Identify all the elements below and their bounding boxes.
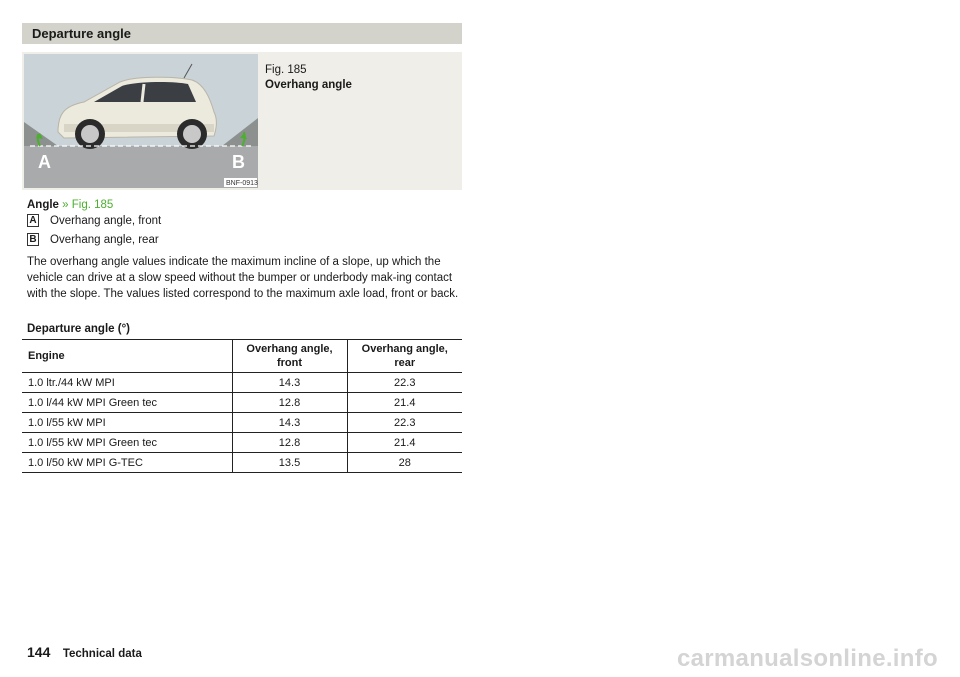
watermark: carmanualsonline.info <box>676 645 938 672</box>
cell-front: 14.3 <box>232 373 347 393</box>
legend-text-a: Overhang angle, front <box>50 215 162 227</box>
page-footer <box>27 644 142 662</box>
legend-letter-b: B <box>27 233 39 246</box>
figure-code: BNF-0913 <box>226 180 258 187</box>
page-number: 144 <box>27 644 51 660</box>
chapter-title: Technical data <box>62 648 142 660</box>
legend-item-b <box>27 233 159 247</box>
marker-a: A <box>38 152 51 172</box>
header-rear: Overhang angle, rear <box>347 340 462 373</box>
table-row <box>22 373 462 393</box>
angle-label: Angle <box>27 199 59 211</box>
cell-rear: 22.3 <box>347 373 462 393</box>
header-front: Overhang angle, front <box>232 340 347 373</box>
table-row <box>22 433 462 453</box>
cell-front: 13.5 <box>232 453 347 473</box>
table-title: Departure angle (°) <box>27 323 131 335</box>
legend-letter-a: A <box>27 214 39 227</box>
figure-label: Fig. 185 <box>265 64 307 76</box>
table-row <box>22 393 462 413</box>
cell-engine: 1.0 l/50 kW MPI G-TEC <box>22 453 232 473</box>
cell-engine: 1.0 l/55 kW MPI <box>22 413 232 433</box>
table-row <box>22 453 462 473</box>
legend-text-b: Overhang angle, rear <box>50 234 159 246</box>
description-paragraph: The overhang angle values indicate the maximum incline of a slope, up which the vehicle can drive at a slow speed without the bumper or underbody mak-ing contact with the slope. The values listed correspond to the maximum axle load, front or back. <box>27 256 459 300</box>
cell-rear: 28 <box>347 453 462 473</box>
table-row <box>22 413 462 433</box>
angle-heading <box>27 199 113 211</box>
cell-front: 14.3 <box>232 413 347 433</box>
table-header-row <box>22 340 462 373</box>
cell-engine: 1.0 ltr./44 kW MPI <box>22 373 232 393</box>
cell-engine: 1.0 l/55 kW MPI Green tec <box>22 433 232 453</box>
cell-front: 12.8 <box>232 393 347 413</box>
figure-ref-link[interactable]: » Fig. 185 <box>62 199 114 211</box>
header-engine: Engine <box>22 340 232 373</box>
figure-caption <box>265 63 352 93</box>
legend-item-a <box>27 214 162 228</box>
car-illustration-svg <box>24 54 258 188</box>
car-overhang-illustration <box>24 54 258 188</box>
figure-title: Overhang angle <box>265 79 352 91</box>
cell-rear: 22.3 <box>347 413 462 433</box>
section-title: Departure angle <box>22 23 462 44</box>
figure-panel <box>22 52 462 190</box>
cell-rear: 21.4 <box>347 433 462 453</box>
cell-rear: 21.4 <box>347 393 462 413</box>
marker-b: B <box>232 152 245 172</box>
cell-engine: 1.0 l/44 kW MPI Green tec <box>22 393 232 413</box>
departure-angle-table <box>22 339 462 473</box>
cell-front: 12.8 <box>232 433 347 453</box>
